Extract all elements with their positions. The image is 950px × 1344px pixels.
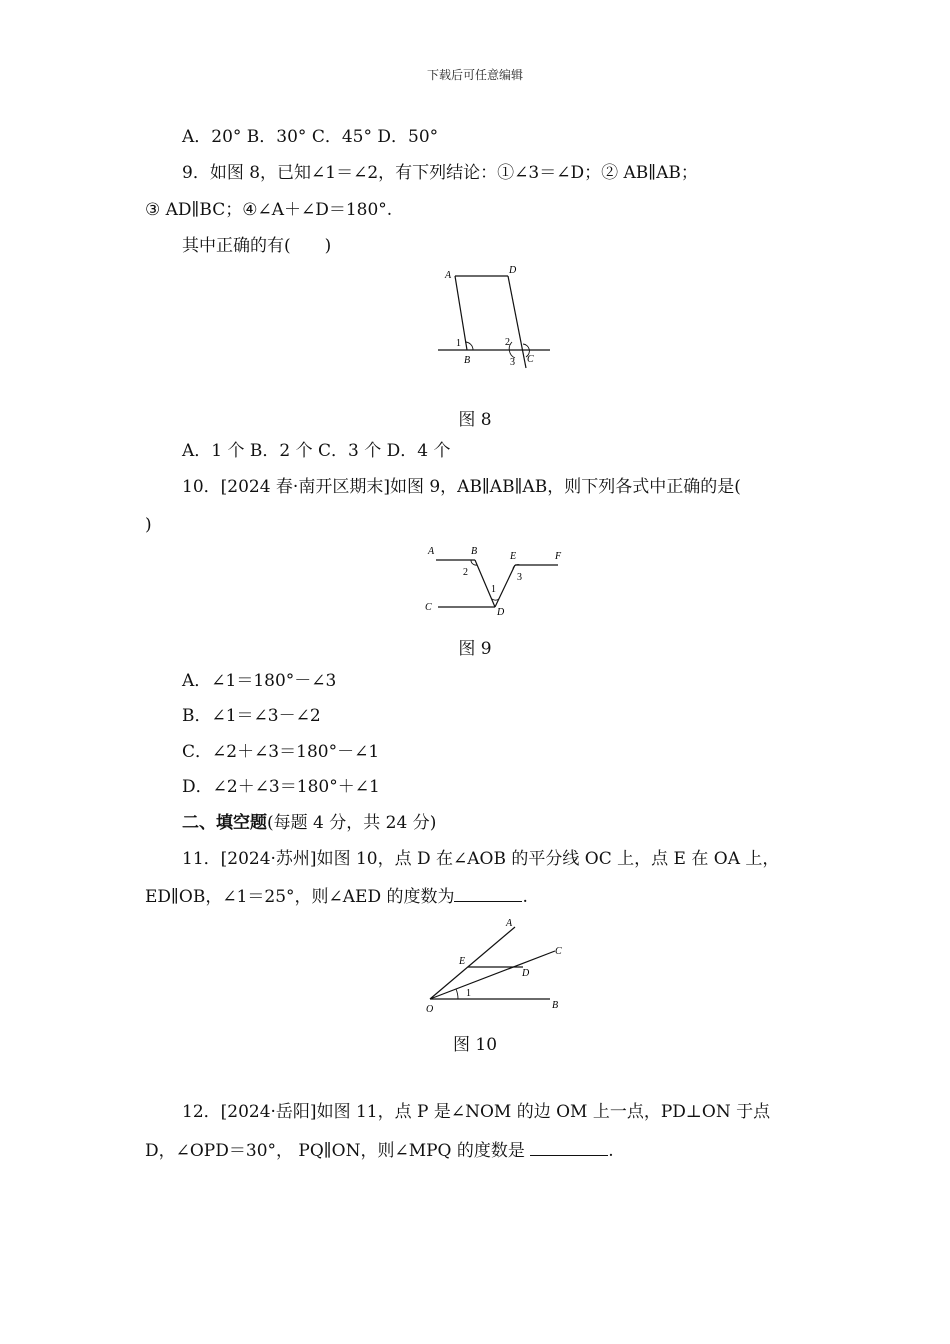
figure-9-caption: 图 9	[458, 639, 492, 659]
fig9-label-e: E	[510, 551, 517, 562]
q11-line1: 11．[2024·苏州]如图 10，点 D 在∠AOB 的平分线 OC 上，点 E 在 OA 上，	[182, 849, 780, 869]
fig9-label-3: 3	[517, 572, 522, 583]
q12-line1: 12．[2024·岳阳]如图 11，点 P 是∠NOM 的边 OM 上一点，PD⊥ON 于点	[182, 1102, 771, 1122]
section-2-title: 二、填空题	[182, 813, 267, 833]
fig8-label-a: A	[445, 270, 452, 281]
section-2-note: (每题 4 分，共 24 分)	[267, 813, 437, 833]
q10-line1: 10．[2024 春·南开区期末]如图 9，AB∥AB∥AB，则下列各式中正确的是(	[182, 477, 741, 497]
fig9-label-b: B	[471, 546, 478, 557]
q10-line2: )	[145, 515, 152, 535]
fig10-label-c: C	[555, 946, 562, 957]
q11-line2	[145, 885, 528, 908]
q9-line3: 其中正确的有( )	[182, 236, 332, 256]
fig9-label-a: A	[428, 546, 435, 557]
q9-line1: 9．如图 8，已知∠1＝∠2，有下列结论：①∠3＝∠D；② AB∥AB；	[182, 163, 698, 183]
fig8-label-d: D	[509, 265, 517, 276]
q11-line2-text: ED∥OB，∠1＝25°，则∠AED 的度数为	[145, 887, 455, 907]
figure-10-caption: 图 10	[452, 1035, 498, 1055]
fig9-label-1: 1	[491, 584, 496, 595]
fig10-ray-oc	[430, 951, 555, 999]
fig10-label-e: E	[459, 956, 466, 967]
fig9-line-de	[495, 565, 515, 607]
q10-option-c: C．∠2＋∠3＝180°－∠1	[182, 742, 380, 762]
q10-option-b: B．∠1＝∠3－∠2	[182, 706, 321, 726]
fig10-label-o: O	[426, 1004, 434, 1015]
q9-line2: ③ AD∥BC；④∠A＋∠D＝180°.	[145, 200, 393, 220]
fig8-label-2: 2	[505, 337, 510, 348]
q11-line2-end: .	[522, 887, 528, 907]
q12-line2-end: .	[608, 1141, 614, 1161]
figure-8	[430, 262, 560, 372]
q8-options: A．20° B．30° C．45° D．50°	[182, 127, 439, 147]
fig10-label-b: B	[552, 1000, 559, 1011]
q9-options: A．1 个 B．2 个 C．3 个 D．4 个	[182, 441, 451, 461]
fig9-label-d: D	[497, 607, 505, 618]
fig9-label-c: C	[425, 602, 432, 613]
q10-option-a: A．∠1＝180°－∠3	[182, 671, 337, 691]
figure-10	[420, 915, 570, 1020]
page-header-note: 下载后可任意编辑	[426, 68, 523, 82]
figure-9	[420, 542, 580, 622]
fig9-label-2: 2	[463, 567, 468, 578]
fig9-arc-1	[492, 599, 499, 600]
fig8-label-c: C	[527, 354, 534, 365]
fig10-label-1: 1	[466, 988, 471, 999]
fig8-label-1: 1	[456, 338, 461, 349]
q10-option-d: D．∠2＋∠3＝180°＋∠1	[182, 777, 380, 797]
fig8-label-3: 3	[510, 357, 515, 368]
q12-line2	[145, 1139, 614, 1162]
q12-line2-text: D，∠OPD＝30°， PQ∥ON，则∠MPQ 的度数是	[145, 1141, 525, 1161]
q11-answer-blank[interactable]	[454, 885, 522, 902]
fig9-label-f: F	[555, 551, 562, 562]
fig8-label-b: B	[464, 355, 471, 366]
figure-8-caption: 图 8	[458, 410, 492, 430]
q12-answer-blank[interactable]	[530, 1139, 608, 1156]
fig10-ray-oa	[430, 927, 515, 999]
section-2-heading	[182, 812, 436, 834]
fig10-arc-1	[456, 989, 458, 999]
fig10-label-a: A	[506, 918, 513, 929]
fig10-label-d: D	[522, 968, 530, 979]
